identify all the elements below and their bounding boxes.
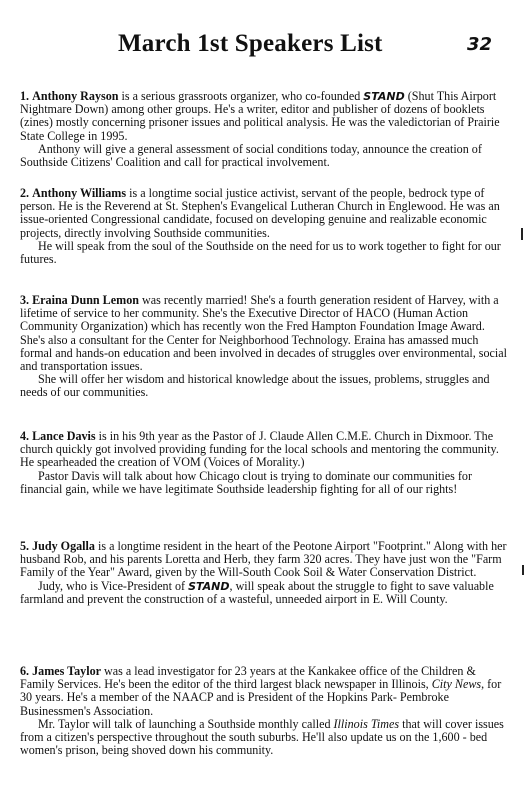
speaker-name: Anthony Rayson (32, 89, 119, 103)
speaker-talk: He will speak from the soul of the Southside on the need for us to work together to fight for our futures. (20, 238, 501, 267)
speaker-bio (20, 294, 510, 373)
speaker-talk (20, 580, 510, 606)
bio-text: was a lead investigator for 23 years at the Kankakee office of the Children & Family Services. He's been the editor of the third largest black newspaper in Illinois, (20, 664, 476, 692)
speaker-bio (20, 187, 510, 240)
speaker-talk: Anthony will give a general assessment of social conditions today, announce the creation of Southside Citizens' Coalition and call for practical involvement. (20, 141, 482, 170)
speaker-name: Judy Ogalla (32, 539, 95, 553)
bio-text: is a longtime social justice activist, servant of the people, bedrock type of person. He is the Reverend at St. Stephen's Evangelical Lutheran Church in Englewood. He was an issue-oriented Congressional candidate, focused on developing genuine and realizable economic projects, directly involving Southside communities. (20, 186, 500, 240)
speaker-bio (20, 430, 510, 470)
speaker-number: 5. (20, 539, 30, 553)
speaker-talk (20, 718, 510, 758)
org-name-stand: STAND (188, 579, 230, 593)
speaker-number: 3. (20, 293, 30, 307)
speaker-name: Anthony Williams (32, 186, 127, 200)
monthly-name: Illinois Times (333, 716, 400, 731)
speaker-entry-5 (20, 540, 510, 606)
speaker-entry-3 (20, 294, 510, 400)
handwritten-page-number: 32 (467, 34, 493, 55)
talk-text: Mr. Taylor will talk of launching a Southside monthly called (38, 716, 334, 731)
page-header (0, 30, 529, 64)
speaker-bio (20, 90, 510, 143)
speaker-number: 4. (20, 429, 30, 443)
scan-speck (521, 228, 523, 240)
speaker-number: 6. (20, 664, 30, 678)
bio-text: is in his 9th year as the Pastor of J. Claude Allen C.M.E. Church in Dixmoor. The church quickly got involved providing funding for the local schools and mentoring the community. He spearheaded the creation of VOM (Voices of Morality.) (20, 429, 499, 470)
talk-text: that will cover issues from a citizen's perspective throughout the south suburbs. He'll also update us on the 1,600 - bed women's prison, being shoved down his community. (20, 716, 504, 758)
speaker-bio (20, 665, 510, 718)
speaker-entry-6 (20, 665, 510, 757)
bio-text: is a longtime resident in the heart of the Peotone Airport "Footprint." Along with her husband Rob, and his parents Loretta and Herb, they farm 320 acres. They have just won the "Farm Family of the Year" Award, given by the Will-South Cook Soil & Water Conservation District. (20, 539, 507, 580)
bio-text: is a serious grassroots organizer, who co-founded (118, 89, 364, 103)
speaker-name: Eraina Dunn Lemon (32, 293, 139, 307)
talk-text: , will speak about the struggle to fight to save valuable farmland and prevent the construction of a wasteful, unneeded airport in E. Will County. (20, 578, 494, 606)
speaker-entry-4 (20, 430, 510, 496)
speaker-number: 2. (20, 186, 30, 200)
speaker-talk: She will offer her wisdom and historical knowledge about the issues, problems, struggles and needs of our communities. (20, 372, 490, 400)
talk-text: Judy, who is Vice-President of (38, 578, 189, 593)
speaker-entry-2 (20, 187, 510, 266)
scan-speck (522, 565, 524, 575)
bio-text: (Shut This Airport Nightmare Down) among other groups. He's a writer, editor and publisher of dozens of booklets (zines) mostly concerning prisoner issues and political analysis. He was the valedictorian of Prairie State College in 1995. (20, 89, 500, 143)
page-title: March 1st Speakers List (118, 30, 383, 57)
speaker-number: 1. (20, 89, 30, 103)
newspaper-name: City News (431, 677, 482, 692)
speaker-name: James Taylor (32, 664, 101, 678)
speaker-talk: Pastor Davis will talk about how Chicago clout is trying to dominate our communities for financial gain, while we have legitimate Southside leadership fighting for all of our rights! (20, 468, 472, 496)
speaker-bio (20, 540, 510, 580)
speaker-entry-1 (20, 90, 510, 169)
org-name-stand: STAND (363, 90, 405, 103)
bio-text: was recently married! She's a fourth generation resident of Harvey, with a lifetime of service to her community. She's the Executive Director of HACO (Human Action Community Organization) which has recently won the Fred Hampton Foundation Image Award. She's also a consultant for the Center for Neighborhood Technology. Eraina has amassed much formal and hands-on education and been involved in decades of struggles over environmental, social and transportation issues. (20, 293, 507, 374)
speaker-name: Lance Davis (32, 429, 96, 443)
bio-text: , for 30 years. He's a member of the NAACP and is President of the Hopkins Park- Pembroke Businessmen's Association. (20, 677, 502, 718)
